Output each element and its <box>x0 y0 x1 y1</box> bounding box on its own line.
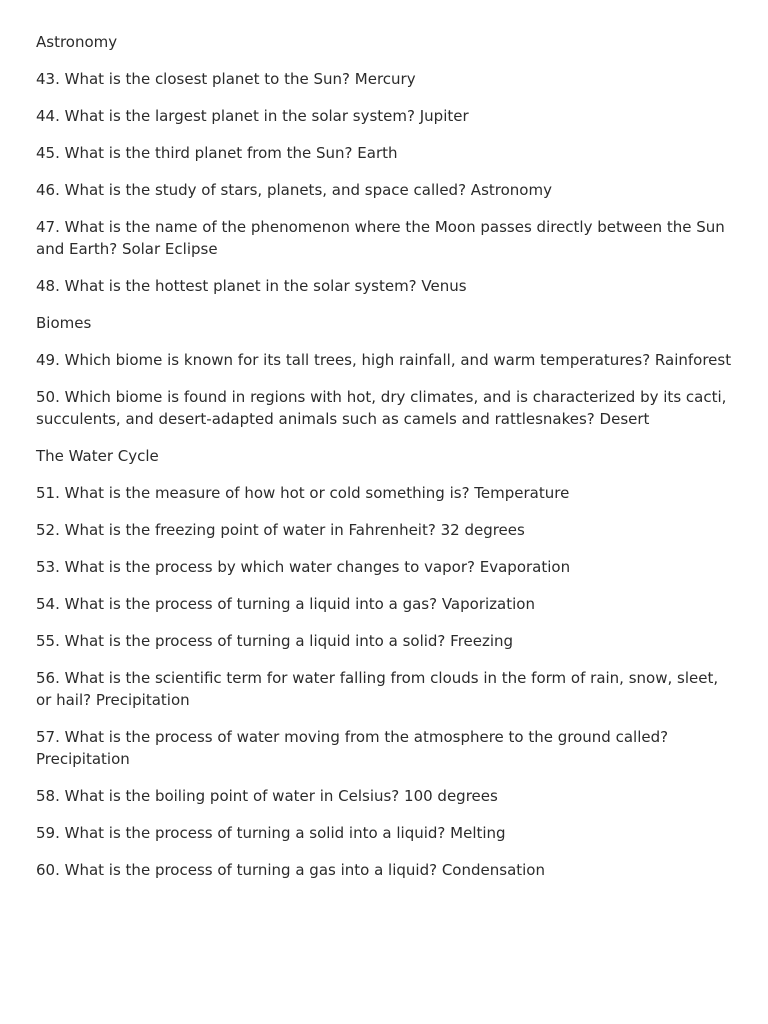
question-58: 58. What is the boiling point of water in Celsius? 100 degrees <box>36 787 498 805</box>
section-heading-water-cycle: The Water Cycle <box>36 447 159 465</box>
question-54: 54. What is the process of turning a liquid into a gas? Vaporization <box>36 595 535 613</box>
question-56: 56. What is the scientific term for water falling from clouds in the form of rain, snow, sleet, or hail? Precipitation <box>36 669 719 709</box>
question-47: 47. What is the name of the phenomenon where the Moon passes directly between the Sun and Earth? Solar Eclipse <box>36 218 725 258</box>
question-60: 60. What is the process of turning a gas into a liquid? Condensation <box>36 861 545 879</box>
question-48: 48. What is the hottest planet in the solar system? Venus <box>36 277 467 295</box>
section-heading-astronomy: Astronomy <box>36 33 118 51</box>
document-body <box>36 31 736 896</box>
question-59: 59. What is the process of turning a solid into a liquid? Melting <box>36 824 506 842</box>
question-44: 44. What is the largest planet in the solar system? Jupiter <box>36 107 469 125</box>
question-55: 55. What is the process of turning a liquid into a solid? Freezing <box>36 632 514 650</box>
question-52: 52. What is the freezing point of water in Fahrenheit? 32 degrees <box>36 521 525 539</box>
question-43: 43. What is the closest planet to the Sun? Mercury <box>36 70 416 88</box>
question-50: 50. Which biome is found in regions with hot, dry climates, and is characterized by its cacti, succulents, and desert-adapted animals such as camels and rattlesnakes? Desert <box>36 388 727 428</box>
question-46: 46. What is the study of stars, planets, and space called? Astronomy <box>36 181 552 199</box>
question-53: 53. What is the process by which water changes to vapor? Evaporation <box>36 558 571 576</box>
question-51: 51. What is the measure of how hot or cold something is? Temperature <box>36 484 570 502</box>
question-49: 49. Which biome is known for its tall trees, high rainfall, and warm temperatures? Rainforest <box>36 351 732 369</box>
question-57: 57. What is the process of water moving from the atmosphere to the ground called? Precipitation <box>36 728 669 768</box>
section-heading-biomes: Biomes <box>36 314 92 332</box>
question-45: 45. What is the third planet from the Sun? Earth <box>36 144 398 162</box>
